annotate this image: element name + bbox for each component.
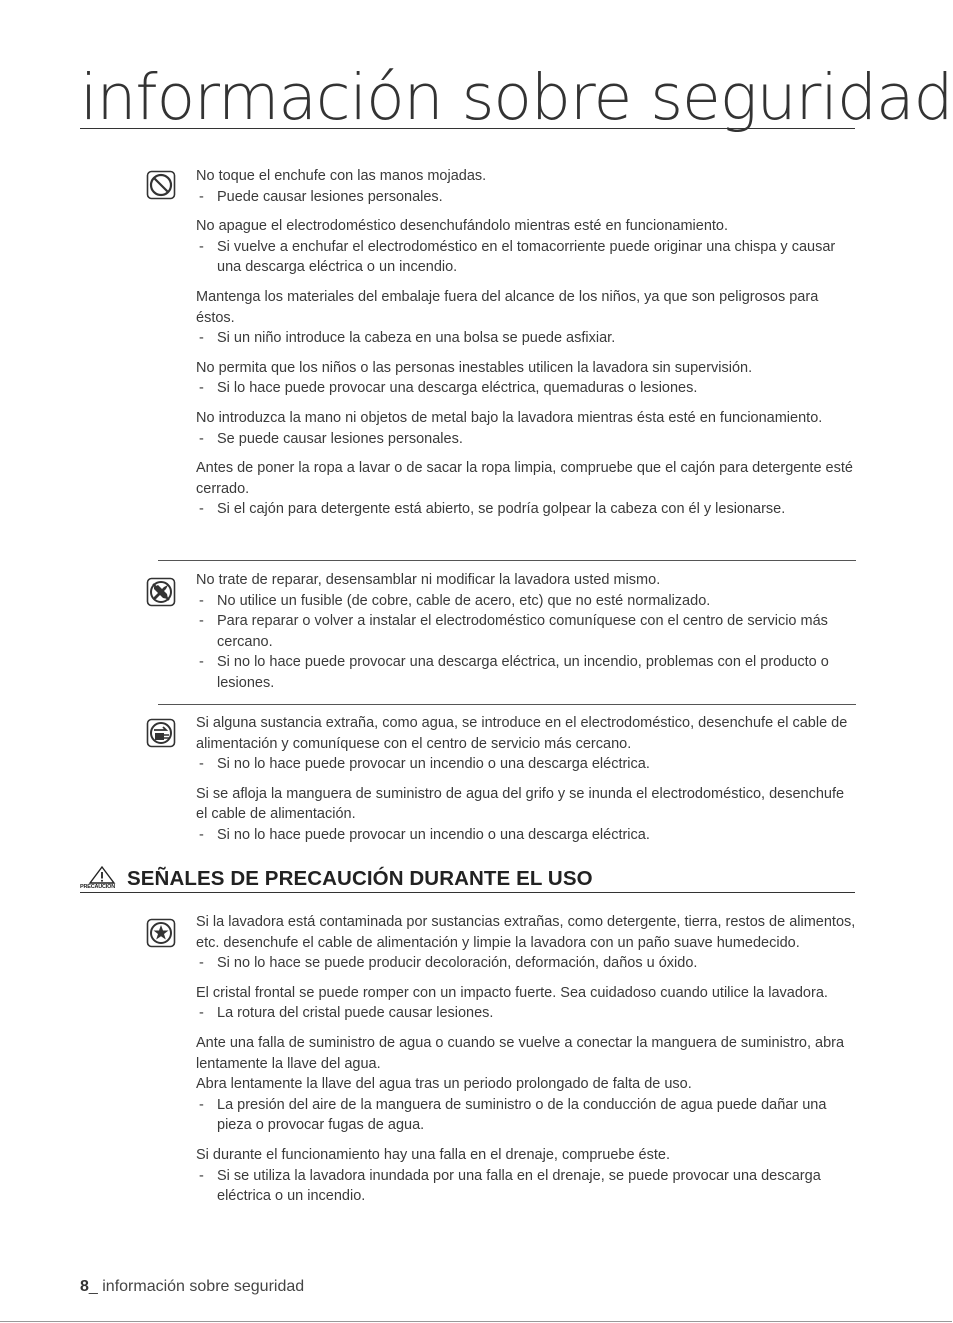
page-footer <box>80 1278 304 1296</box>
block-content <box>196 713 856 846</box>
sub-item: - No utilice un fusible (de cobre, cable de acero, etc) que no esté normalizado. <box>196 591 856 612</box>
sub-item: - Si se utiliza la lavadora inundada por una falla en el drenaje, se puede provocar una descarga eléctrica o un incendio. <box>196 1166 856 1207</box>
paragraph: El cristal frontal se puede romper con un impacto fuerte. Sea cuidadoso cuando utilice la lavadora. <box>196 984 828 1001</box>
paragraph: No introduzca la mano ni objetos de metal bajo la lavadora mientras ésta esté en funcionamiento. <box>196 409 823 426</box>
sub-item: - Si no lo hace puede provocar un incendio o una descarga eléctrica. <box>196 754 856 775</box>
caution-section-header <box>80 866 855 893</box>
paragraph: Si la lavadora está contaminada por sustancias extrañas, como detergente, tierra, restos de alimentos, etc. desenchufe el cable de alimentación y limpie la lavadora con un paño suave humedecido. <box>196 914 856 951</box>
sub-item: - Si no lo hace se puede producir decoloración, deformación, daños u óxido. <box>196 953 856 974</box>
paragraph: No apague el electrodoméstico desenchufándolo mientras esté en funcionamiento. <box>196 218 729 235</box>
caution-title: SEÑALES DE PRECAUCIÓN DURANTE EL USO <box>127 867 593 890</box>
section-divider <box>158 560 856 561</box>
paragraph: Antes de poner la ropa a lavar o de sacar la ropa limpia, compruebe que el cajón para detergente esté cerrado. <box>196 460 853 497</box>
paragraph: Mantenga los materiales del embalaje fuera del alcance de los niños, ya que son peligrosos para éstos. <box>196 288 819 326</box>
caution-label: PRECAUCIÓN <box>80 884 115 890</box>
no-touch-icon <box>146 170 176 200</box>
sub-item: - Si lo hace puede provocar una descarga eléctrica, quemaduras o lesiones. <box>196 378 856 399</box>
footer-text: información sobre seguridad <box>102 1278 305 1295</box>
sub-item: - Si no lo hace puede provocar una descarga eléctrica, un incendio, problemas con el producto o lesiones. <box>196 652 856 693</box>
paragraph: Si se afloja la manguera de suministro de agua del grifo y se inunda el electrodoméstico, desenchufe el cable de alimentación. <box>196 785 845 823</box>
paragraph: Ante una falla de suministro de agua o cuando se vuelve a conectar la manguera de suministro, abra lentamente la llave del agua. <box>196 1034 845 1072</box>
sub-item: - Se puede causar lesiones personales. <box>196 429 856 450</box>
paragraph: Abra lentamente la llave del agua tras un periodo prolongado de falta de uso. <box>196 1076 692 1093</box>
sub-item: - Si vuelve a enchufar el electrodoméstico en el tomacorriente puede originar una chispa y causar una descarga eléctrica o un incendio. <box>196 237 856 278</box>
important-icon <box>146 918 176 948</box>
sub-item: - Si el cajón para detergente está abierto, se podría golpear la cabeza con él y lesionarse. <box>196 499 856 520</box>
sub-item: - Si no lo hace puede provocar un incendio o una descarga eléctrica. <box>196 825 856 846</box>
block-content <box>196 166 856 520</box>
block-content <box>196 912 856 1207</box>
no-disassemble-icon <box>146 577 176 607</box>
page-title: información sobre seguridad <box>80 61 953 134</box>
sub-item: - Puede causar lesiones personales. <box>196 187 856 208</box>
sub-item: - Para reparar o volver a instalar el electrodoméstico comuníquese con el centro de servicio más cercano. <box>196 611 856 652</box>
footer-separator: _ <box>88 1278 103 1295</box>
sub-item: - Si un niño introduce la cabeza en una bolsa se puede asfixiar. <box>196 328 856 349</box>
paragraph: No trate de reparar, desensamblar ni modificar la lavadora usted mismo. <box>196 572 661 588</box>
block-content <box>196 570 856 694</box>
page-number: 8 <box>80 1278 89 1295</box>
section-divider <box>158 704 856 705</box>
sub-item: - La presión del aire de la manguera de suministro o de la conducción de agua puede dañar una pieza o provocar fugas de agua. <box>196 1095 856 1136</box>
unplug-icon <box>146 718 176 748</box>
bottom-rule <box>0 1321 952 1322</box>
sub-item: - La rotura del cristal puede causar lesiones. <box>196 1003 856 1024</box>
paragraph: Si durante el funcionamiento hay una falla en el drenaje, compruebe éste. <box>196 1146 670 1163</box>
paragraph: No toque el enchufe con las manos mojadas. <box>196 168 487 184</box>
paragraph: No permita que los niños o las personas inestables utilicen la lavadora sin supervisión. <box>196 359 753 376</box>
paragraph: Si alguna sustancia extraña, como agua, se introduce en el electrodoméstico, desenchufe el cable de alimentación y comuníquese con el centro de servicio más cercano. <box>196 715 848 752</box>
